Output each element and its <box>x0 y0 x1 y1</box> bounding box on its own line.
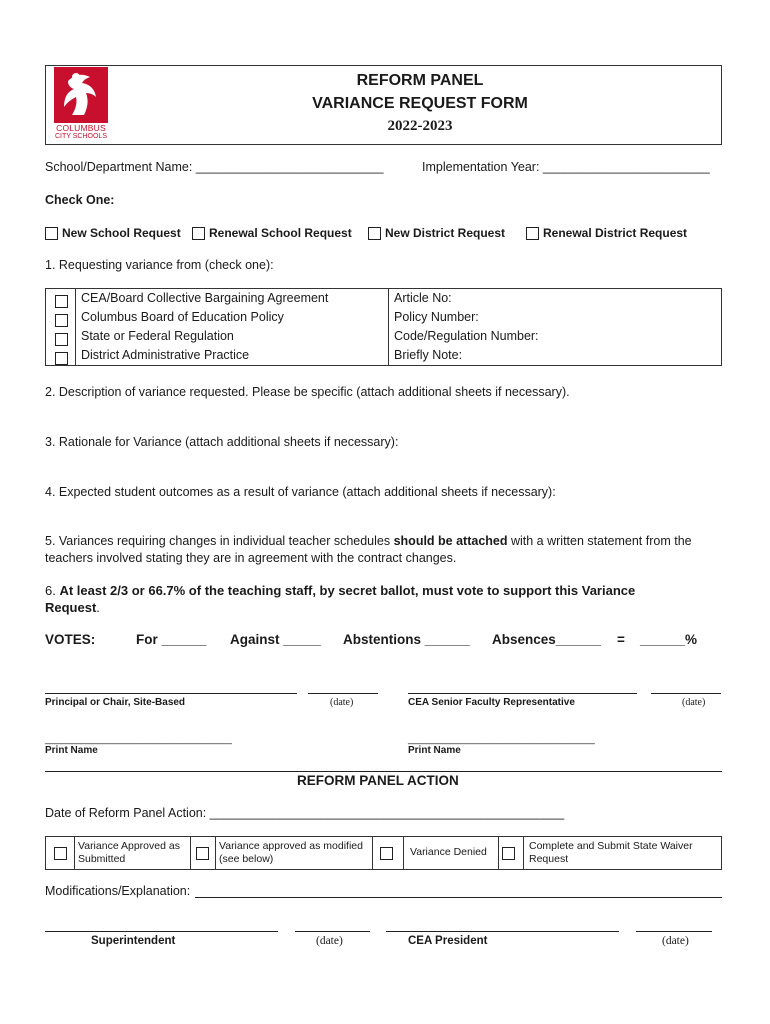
checkbox-column <box>46 289 76 365</box>
date-line-2[interactable] <box>651 693 721 694</box>
q6-period: . <box>96 600 100 615</box>
date-label-3: (date) <box>316 935 343 947</box>
option-approved-l1: Variance Approved as <box>78 840 180 852</box>
checkbox[interactable] <box>45 227 58 240</box>
option-label: Renewal School Request <box>209 226 352 240</box>
logo-mark-icon <box>54 67 108 123</box>
modifications-line[interactable] <box>195 897 722 898</box>
checkbox-district-practice[interactable] <box>55 352 68 365</box>
principal-signature-line[interactable] <box>45 693 297 694</box>
cea-senior-label: CEA Senior Faculty Representative <box>408 697 575 708</box>
q6-text: At least 2/3 or 66.7% of the teaching staff, by secret ballot, must vote to support this Variance <box>59 583 636 598</box>
print-name-label-2: Print Name <box>408 745 461 756</box>
print-name-label-1: Print Name <box>45 745 98 756</box>
option-label: Renewal District Request <box>543 226 688 240</box>
checkbox[interactable] <box>192 227 205 240</box>
option-waiver-l2: Request <box>529 853 569 865</box>
superintendent-signature-line[interactable] <box>45 931 278 932</box>
option-label: New District Request <box>385 226 506 240</box>
new-district-request-option[interactable] <box>368 226 505 240</box>
print-name-line-1[interactable]: ________________________________ <box>45 733 232 745</box>
question-4-label: 4. Expected student outcomes as a result of variance (attach additional sheets if necessary): <box>45 485 556 499</box>
form-title-line1: REFORM PANEL <box>356 72 484 89</box>
question-6-line1 <box>45 583 635 598</box>
cell-divider <box>498 837 499 869</box>
votes-percent-field[interactable]: ______% <box>640 632 698 647</box>
date-label-2: (date) <box>682 697 706 708</box>
date-line-4[interactable] <box>636 931 712 932</box>
q6-number: 6. <box>45 583 60 598</box>
variance-source-table <box>45 288 722 366</box>
option-approved-l2: Submitted <box>78 853 126 865</box>
votes-against-field[interactable]: Against _____ <box>230 632 321 647</box>
checkbox[interactable] <box>368 227 381 240</box>
source-state-federal: State or Federal Regulation <box>81 329 234 343</box>
logo-text-city-schools: CITY SCHOOLS <box>55 133 107 140</box>
question-2-label: 2. Description of variance requested. Please be specific (attach additional sheets if necessary). <box>45 385 570 399</box>
superintendent-label: Superintendent <box>91 935 176 947</box>
checkbox-approved-as-submitted[interactable] <box>54 847 67 860</box>
checkbox-board-policy[interactable] <box>55 314 68 327</box>
renewal-school-request-option[interactable] <box>192 226 352 240</box>
form-year: 2022-2023 <box>387 118 453 134</box>
date-line-1[interactable] <box>308 693 378 694</box>
reference-column <box>389 289 721 365</box>
date-of-action-field[interactable]: Date of Reform Panel Action: ___________________________________________________ <box>45 806 565 820</box>
cell-divider <box>403 837 404 869</box>
checkbox-state-federal[interactable] <box>55 333 68 346</box>
votes-abstentions-field[interactable]: Abstentions ______ <box>343 632 470 647</box>
modifications-label: Modifications/Explanation: <box>45 884 191 898</box>
votes-equals: = <box>617 632 625 647</box>
votes-for-field[interactable]: For ______ <box>136 632 207 647</box>
question-3-label: 3. Rationale for Variance (attach additional sheets if necessary): <box>45 435 399 449</box>
date-line-3[interactable] <box>295 931 370 932</box>
cea-senior-signature-line[interactable] <box>408 693 637 694</box>
question-1-label: 1. Requesting variance from (check one): <box>45 258 274 272</box>
briefly-note-field[interactable]: Briefly Note: <box>394 348 463 362</box>
checkbox-denied[interactable] <box>380 847 393 860</box>
option-label: New School Request <box>62 226 181 240</box>
question-5-line2: teachers involved stating they are in agreement with the contract changes. <box>45 551 457 565</box>
columbus-city-schools-logo <box>50 67 112 143</box>
checkbox-state-waiver[interactable] <box>502 847 515 860</box>
article-no-field[interactable]: Article No: <box>394 291 452 305</box>
form-title-line2: VARIANCE REQUEST FORM <box>312 95 528 112</box>
policy-number-field[interactable]: Policy Number: <box>394 310 479 324</box>
source-column <box>76 289 389 365</box>
cell-divider <box>74 837 75 869</box>
cell-divider <box>523 837 524 869</box>
q6-request: Request <box>45 600 97 615</box>
renewal-district-request-option[interactable] <box>526 226 687 240</box>
cea-president-signature-line[interactable] <box>386 931 619 932</box>
votes-label: VOTES: <box>45 632 96 647</box>
checkbox-cba[interactable] <box>55 295 68 308</box>
section-divider <box>45 771 722 772</box>
checkbox-approved-modified[interactable] <box>196 847 209 860</box>
principal-label: Principal or Chair, Site-Based <box>45 697 186 708</box>
q5-text-a: 5. Variances requiring changes in individual teacher schedules <box>45 534 394 548</box>
option-modified-l2: (see below) <box>219 853 274 865</box>
q5-text-bold: should be attached <box>393 534 508 548</box>
cea-president-label: CEA President <box>408 935 488 947</box>
check-one-label: Check One: <box>45 193 115 207</box>
votes-absences-field[interactable]: Absences______ <box>492 632 601 647</box>
code-regulation-field[interactable]: Code/Regulation Number: <box>394 329 539 343</box>
print-name-line-2[interactable]: ________________________________ <box>408 733 595 745</box>
cell-divider <box>372 837 373 869</box>
implementation-year-field[interactable]: Implementation Year: ________________________ <box>422 160 710 174</box>
cell-divider <box>215 837 216 869</box>
date-label-1: (date) <box>330 697 354 708</box>
option-waiver-l1: Complete and Submit State Waiver <box>529 840 693 852</box>
source-board-policy: Columbus Board of Education Policy <box>81 310 284 324</box>
new-school-request-option[interactable] <box>45 226 181 240</box>
q5-text-b: with a written statement from the <box>507 534 692 548</box>
date-label-4: (date) <box>662 935 689 947</box>
school-department-field[interactable]: School/Department Name: ___________________________ <box>45 160 384 174</box>
question-6-line2 <box>45 600 100 615</box>
checkbox[interactable] <box>526 227 539 240</box>
option-modified-l1: Variance approved as modified <box>219 840 363 852</box>
reform-panel-action-heading: REFORM PANEL ACTION <box>297 773 459 788</box>
panel-decision-table <box>45 836 722 870</box>
question-5-line1 <box>45 534 692 548</box>
option-denied: Variance Denied <box>410 846 487 858</box>
logo-text-columbus: COLUMBUS <box>56 123 106 133</box>
source-cba: CEA/Board Collective Bargaining Agreement <box>81 291 329 305</box>
cell-divider <box>190 837 191 869</box>
source-district-practice: District Administrative Practice <box>81 348 250 362</box>
